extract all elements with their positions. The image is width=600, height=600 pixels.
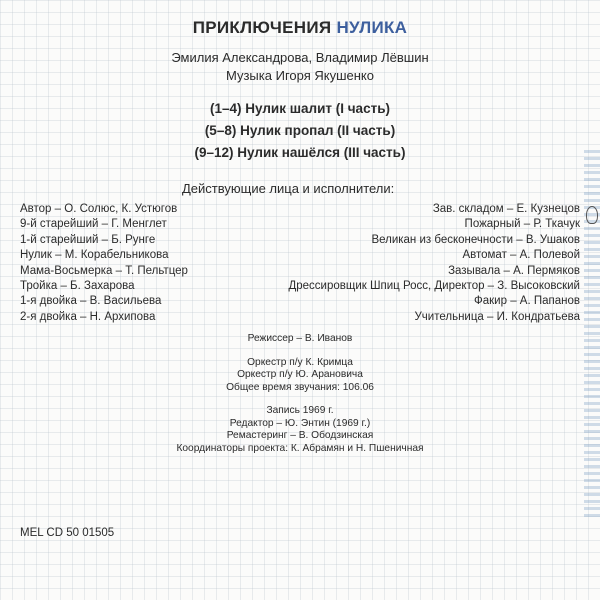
decorative-swirl-icon <box>586 206 598 224</box>
cast-item: Нулик – М. Корабельникова <box>20 249 169 262</box>
authors-line: Эмилия Александрова, Владимир Лёвшин <box>171 50 429 65</box>
orchestra-credit: Оркестр п/у К. Кримца <box>247 356 353 368</box>
cast-item: 9-й старейший – Г. Менглет <box>20 218 167 231</box>
total-time: Общее время звучания: 106.06 <box>226 381 374 393</box>
cast-item: 1-й старейший – Б. Рунге <box>20 233 156 246</box>
cast-item: Мама-Восьмерка – Т. Пельтцер <box>20 264 188 277</box>
cast-item: Факир – А. Папанов <box>474 295 580 308</box>
album-title <box>0 18 600 38</box>
remastering-credit: Ремастеринг – В. Ободзинская <box>226 430 374 441</box>
catalog-number: MEL CD 50 01505 <box>20 527 115 539</box>
coordinators-credit: Координаторы проекта: К. Абрамян и Н. Пшеничная <box>176 442 424 454</box>
cast-item: Зазывала – А. Пермяков <box>448 264 580 277</box>
cast-item: Дрессировщик Шпиц Росс, Директор – З. Высоковский <box>288 280 580 293</box>
cast-item: 1-я двойка – В. Васильева <box>20 295 162 308</box>
parts-list <box>0 98 600 164</box>
cast-item: Зав. складом – Е. Кузнецов <box>432 203 580 215</box>
title-main: ПРИКЛЮЧЕНИЯ <box>192 18 337 37</box>
cast-item: 2-я двойка – Н. Архипова <box>20 310 156 323</box>
cast-item: Автор – О. Солюс, К. Устюгов <box>20 203 178 215</box>
credits-block <box>0 333 600 455</box>
part-1: (1–4) Нулик шалит (I часть) <box>210 101 390 116</box>
cast-item: Великан из бесконечности – В. Ушаков <box>371 233 580 246</box>
music-credit: Музыка Игоря Якушенко <box>226 68 374 83</box>
orchestra-credit: Оркестр п/у Ю. Арановича <box>237 369 363 380</box>
editor-credit: Редактор – Ю. Энтин (1969 г.) <box>229 417 371 429</box>
part-2: (5–8) Нулик пропал (II часть) <box>204 123 396 138</box>
cast-item: Автомат – А. Полевой <box>462 249 580 262</box>
cast-item: Пожарный – Р. Ткачук <box>464 218 580 231</box>
cast-item: Учительница – И. Кондратьева <box>414 310 580 323</box>
recording-year: Запись 1969 г. <box>266 405 334 416</box>
part-3: (9–12) Нулик нашёлся (III часть) <box>194 145 406 160</box>
cast-list-right <box>288 202 580 325</box>
director-credit: Режиссер – В. Иванов <box>247 333 353 344</box>
cast-heading: Действующие лица и исполнители: <box>182 181 395 196</box>
cast-item: Тройка – Б. Захарова <box>20 280 135 293</box>
cast-list-left <box>20 202 188 325</box>
title-highlight: НУЛИКА <box>336 18 408 37</box>
